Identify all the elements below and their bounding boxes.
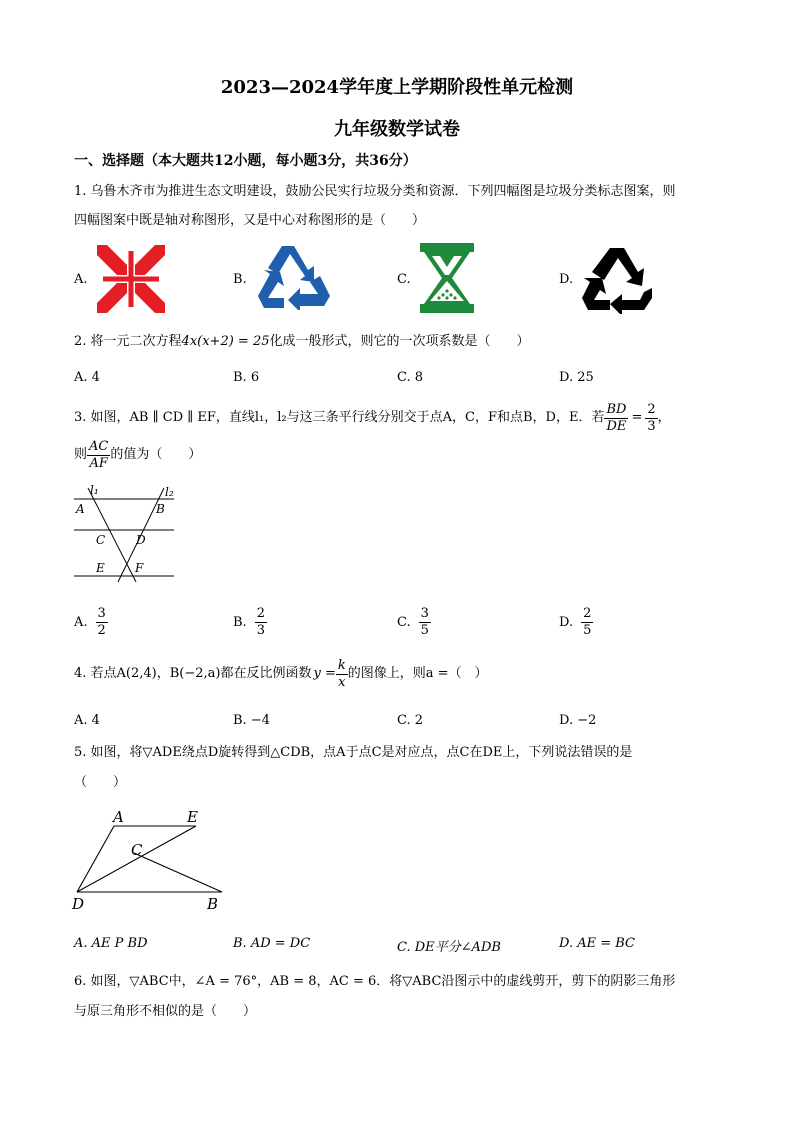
red-cross-arrows-icon [93, 243, 169, 315]
exam-subtitle: 九年级数学试卷 [334, 119, 460, 140]
q5-label-b: B [207, 895, 219, 913]
q1-line1: 1. 乌鲁木齐市为推进生态文明建设，鼓励公民实行垃圾分类和资源．下列四幅图是垃圾分类标志图案，则 [74, 184, 676, 199]
q5-label-d: D [72, 895, 85, 913]
section-heading: 一、选择题（本大题共12小题，每小题3分，共36分） [74, 153, 417, 169]
q3-option-b-den: 3 [256, 622, 265, 638]
q3-val-num: 2 [647, 401, 656, 417]
q3-option-b-num: 2 [256, 605, 265, 621]
q3-option-d [559, 604, 593, 640]
q6-line2: 与原三角形不相似的是（ ） [74, 1004, 257, 1019]
q3-option-c [397, 604, 431, 640]
q3-label-f: F [135, 561, 144, 575]
q3-ratio-num: BD [606, 401, 627, 417]
q3-text: 3. 如图，AB ∥ CD ∥ EF，直线l₁，l₂与这三条平行线分别交于点A，C，F和点B，D，E．若 [74, 410, 605, 425]
q3-label-l1: l₁ [90, 483, 99, 497]
q3-ask-den: AF [89, 455, 108, 471]
exam-title: 2023—2024学年度上学期阶段性单元检测 [220, 77, 574, 98]
q4-func-num: k [337, 657, 346, 673]
q5-line1: 5. 如图，将▽ADE绕点D旋转得到△CDB，点A于点C是对应点，点C在DE上，下列说法错误的是 [74, 745, 633, 760]
q5-option-c: C. DE平分∠ADB [397, 940, 501, 955]
q1-option-b: B. [233, 272, 247, 287]
q3-option-c-den: 5 [420, 622, 429, 638]
q4-func-den: x [338, 674, 346, 690]
q3-ask-fraction [87, 439, 110, 472]
q5-figure [70, 806, 230, 914]
q5-option-b: B. AD = DC [233, 936, 311, 951]
q4-prefix: 4. 若点A(2,4)，B(−2,a)都在反比例函数 [74, 666, 312, 681]
q1-option-d: D. [559, 272, 574, 287]
q3-option-d-letter: D. [559, 614, 574, 630]
q3-val-den: 3 [647, 418, 656, 434]
q3-equals: = [631, 410, 643, 425]
q3-label-l2: l₂ [165, 485, 174, 499]
q3-label-a: A [76, 502, 85, 516]
q3-label-d: D [136, 533, 146, 547]
q3-label-e: E [96, 561, 105, 575]
q5-label-a: A [113, 808, 124, 826]
q1-option-c: C. [397, 272, 411, 287]
q2-prefix: 2. 将一元二次方程 [74, 334, 182, 349]
q2-question [74, 333, 530, 351]
q2-option-d: D. 25 [559, 370, 594, 385]
q5-line2: （ ） [74, 775, 127, 790]
q3-label-b: B [156, 502, 165, 516]
q3-ratio-fraction [604, 402, 628, 435]
q4-option-c: C. 2 [397, 713, 424, 728]
q3-figure [70, 482, 182, 582]
q3-option-a-letter: A. [74, 614, 88, 630]
q3-ratio-den: DE [606, 418, 627, 434]
q6-line1: 6. 如图，▽ABC中，∠A = 76°，AB = 8，AC = 6．将▽ABC沿图示中的虚线剪开，剪下的阴影三角形 [74, 974, 676, 989]
q4-question [74, 656, 488, 692]
q4-suffix: 的图像上，则a =（ ） [347, 666, 488, 681]
q5-label-c: C [131, 841, 143, 859]
recycle-triangle-blue-icon [254, 242, 332, 310]
q3-then: 则 [74, 447, 88, 462]
q3-option-d-den: 5 [583, 622, 592, 638]
q3-option-a [74, 604, 108, 640]
q1-line2: 四幅图案中既是轴对称图形，又是中心对称图形的是（ ） [74, 213, 426, 228]
q3-option-c-letter: C. [397, 614, 411, 630]
q2-option-a: A. 4 [74, 370, 100, 385]
q3-option-d-num: 2 [583, 605, 592, 621]
q5-label-e: E [187, 808, 198, 826]
q3-label-c: C [96, 533, 106, 547]
q4-option-b: B. −4 [233, 713, 270, 728]
q4-func-left: y = [313, 666, 336, 681]
q3-option-b-letter: B. [233, 614, 247, 630]
q3-value-fraction [645, 402, 657, 435]
recycle-arrows-black-icon [580, 244, 654, 314]
q5-option-a: A. AE P BD [74, 936, 148, 951]
q2-equation: 4x(x+2) = 25 [181, 334, 270, 349]
q1-option-a: A. [74, 272, 88, 287]
q3-comma: ， [657, 410, 671, 425]
q2-option-b: B. 6 [233, 370, 260, 385]
q3-ask-suffix: 的值为（ ） [110, 447, 202, 462]
q3-ask-num: AC [89, 438, 109, 454]
q2-option-c: C. 8 [397, 370, 424, 385]
q3-option-c-num: 3 [420, 605, 429, 621]
q4-option-a: A. 4 [74, 713, 100, 728]
q4-option-d: D. −2 [559, 713, 597, 728]
q3-option-a-num: 3 [97, 605, 106, 621]
q3-option-b [233, 604, 267, 640]
q3-option-a-den: 2 [97, 622, 106, 638]
q3-line1 [74, 400, 671, 436]
q5-option-d: D. AE = BC [559, 936, 636, 951]
hourglass-green-icon [418, 241, 476, 315]
q2-suffix: 化成一般形式，则它的一次项系数是（ ） [269, 334, 530, 349]
q3-line2 [74, 437, 201, 473]
